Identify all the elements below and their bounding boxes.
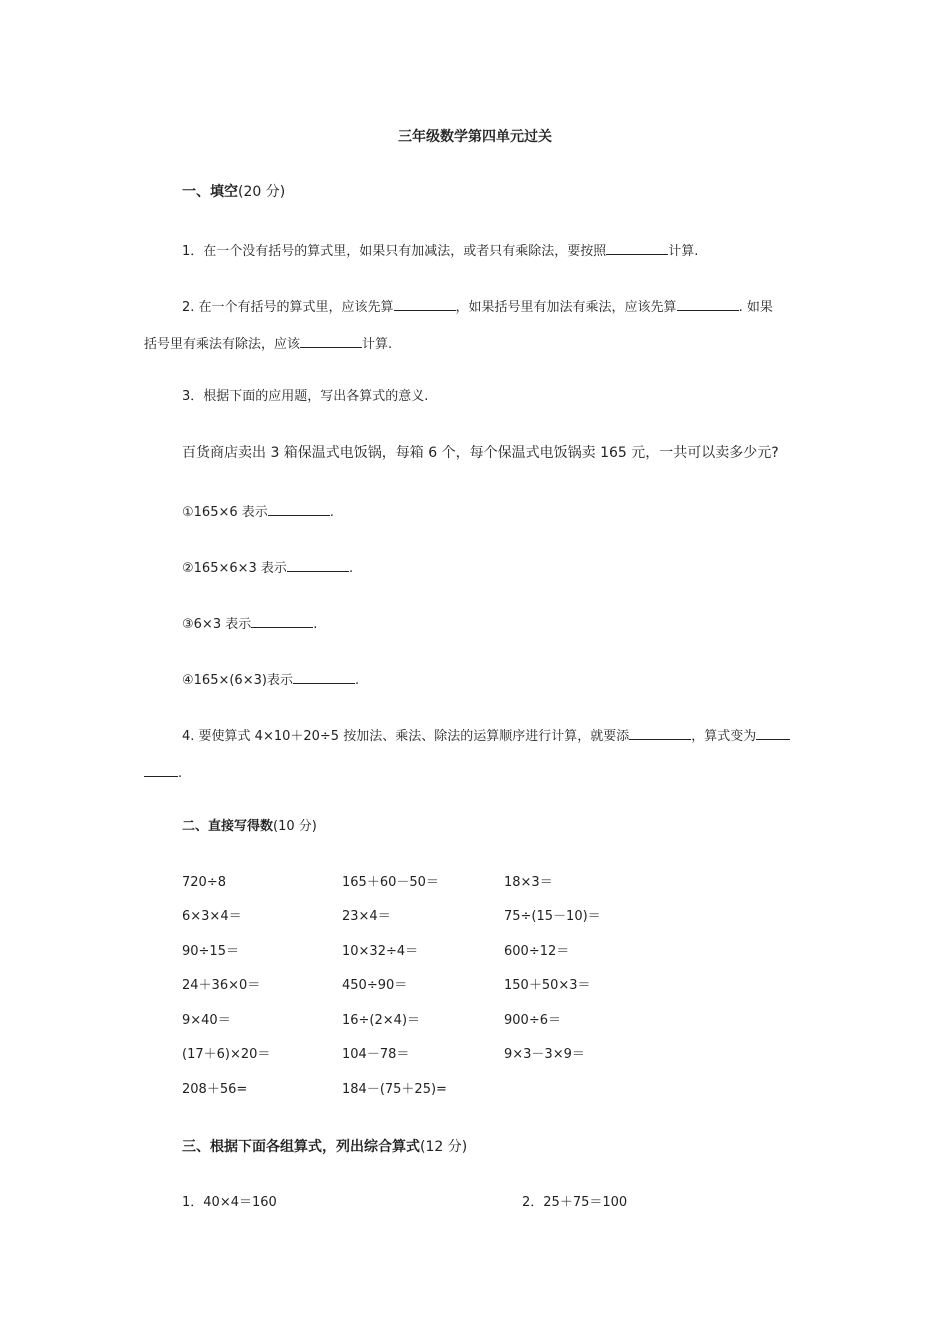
item-end: . [348, 561, 354, 576]
answer-blank[interactable] [756, 727, 790, 740]
calc-item: 6×3×4＝ [182, 909, 242, 924]
calc-item: 9×40＝ [182, 1013, 231, 1028]
calc-item: 165＋60－50＝ [342, 875, 439, 890]
section-3-item-1: 1．40×4＝160 [182, 1195, 277, 1210]
section-3-points: (12 分) [420, 1139, 468, 1155]
question-3-problem: 百货商店卖出 3 箱保温式电饭锅，每箱 6 个，每个保温式电饭锅卖 165 元，一共可以卖多少元? [182, 445, 779, 461]
calc-item: 16÷(2×4)＝ [342, 1013, 421, 1028]
calc-item: 24＋36×0＝ [182, 978, 261, 993]
calc-item: 600÷12＝ [504, 944, 570, 959]
item-label: ②165×6×3 表示 [182, 561, 287, 576]
answer-blank[interactable] [677, 298, 739, 311]
item-end: . [313, 617, 318, 632]
question-2-part-2: ，如果括号里有加法有乘法，应该先算 [455, 300, 677, 315]
answer-blank[interactable] [293, 671, 355, 684]
calc-item: 23×4＝ [342, 909, 391, 924]
calc-item: 10×32÷4＝ [342, 944, 419, 959]
calc-item: 90÷15＝ [182, 944, 239, 959]
answer-blank-continued[interactable] [144, 764, 178, 777]
answer-blank[interactable] [268, 503, 330, 516]
calc-item: 720÷8 [182, 875, 226, 890]
question-1-suffix: 计算. [668, 244, 699, 259]
section-1-title: 一、填空 [182, 184, 238, 200]
section-3-title: 三、根据下面各组算式，列出综合算式 [182, 1139, 420, 1155]
question-3-item-4 [182, 671, 359, 687]
section-3-item-2: 2．25＋75＝100 [522, 1195, 628, 1210]
question-2-line-2b: 计算. [362, 337, 393, 352]
answer-blank[interactable] [606, 242, 668, 255]
item-label: ①165×6 表示 [182, 505, 268, 520]
answer-blank[interactable] [300, 335, 362, 348]
answer-blank[interactable] [251, 615, 313, 628]
question-4-part-2: ，算式变为 [691, 729, 757, 744]
question-2-line-1 [182, 298, 773, 314]
calc-item: 18×3＝ [504, 875, 553, 890]
calc-item: 9×3－3×9＝ [504, 1047, 585, 1062]
calc-item: 184－(75＋25)= [342, 1082, 447, 1097]
calc-item: (17＋6)×20＝ [182, 1047, 271, 1062]
calc-item: 75÷(15－10)＝ [504, 909, 601, 924]
page-title: 三年级数学第四单元过关 [398, 129, 552, 145]
question-3-intro: 3．根据下面的应用题，写出各算式的意义. [182, 389, 429, 404]
answer-blank[interactable] [629, 727, 691, 740]
question-2-part-1: 2. 在一个有括号的算式里，应该先算 [182, 300, 394, 315]
question-4-line-2 [144, 764, 182, 780]
question-3-item-1 [182, 503, 334, 519]
item-label: ④165×(6×3)表示 [182, 673, 293, 688]
question-2-line-2 [144, 335, 392, 351]
question-4-line-1 [182, 727, 790, 743]
answer-blank[interactable] [394, 298, 456, 311]
calc-item: 208＋56= [182, 1082, 248, 1097]
question-2-line-2a: 括号里有乘法有除法，应该 [144, 337, 301, 352]
section-2-points: (10 分) [273, 819, 317, 834]
question-4-end: . [178, 766, 183, 781]
calc-item: 900÷6＝ [504, 1013, 561, 1028]
answer-blank[interactable] [287, 559, 349, 572]
question-1-text: 1．在一个没有括号的算式里，如果只有加减法，或者只有乘除法，要按照 [182, 244, 607, 259]
calc-item: 104－78＝ [342, 1047, 410, 1062]
section-3-heading [182, 1140, 467, 1154]
calc-item: 150＋50×3＝ [504, 978, 591, 993]
item-end: . [354, 673, 360, 688]
section-1-heading [182, 185, 285, 199]
section-2-title: 二、直接写得数 [182, 819, 274, 834]
section-2-heading [182, 820, 317, 833]
question-2-part-3: . 如果 [738, 300, 773, 315]
question-1 [182, 242, 698, 258]
question-4-part-1: 4. 要使算式 4×10＋20÷5 按加法、乘法、除法的运算顺序进行计算，就要添 [182, 729, 630, 744]
item-label: ③6×3 表示 [182, 617, 252, 632]
item-end: . [329, 505, 334, 520]
question-3-item-3 [182, 615, 317, 631]
section-1-points: (20 分) [238, 184, 286, 200]
question-3-item-2 [182, 559, 353, 575]
calc-item: 450÷90＝ [342, 978, 408, 993]
